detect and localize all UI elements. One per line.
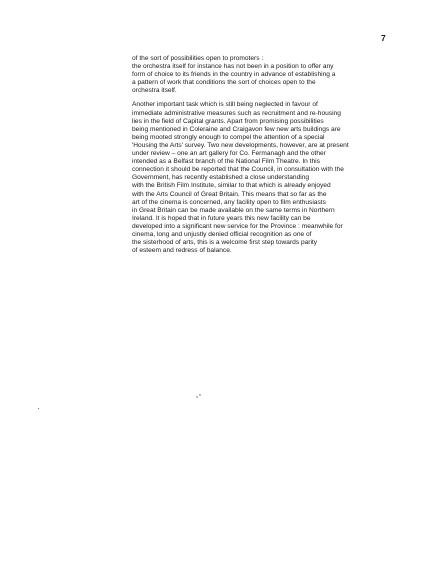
- text-line: 'Housing the Arts' survey. Two new developments, however, are at present: [132, 141, 349, 149]
- text-line: of esteem and redress of balance.: [132, 247, 232, 255]
- paragraph-2: [132, 101, 402, 255]
- text-line: with the Arts Council of Great Britain. This means that so far as the: [132, 190, 327, 198]
- scan-speck: [37, 407, 40, 410]
- text-line: Another important task which is still being neglected in favour of: [132, 101, 318, 109]
- text-line: immediate administrative measures such as recruitment and re-housing: [132, 109, 341, 117]
- text-line: developed into a significant new service for the Province : meanwhile for: [132, 222, 343, 230]
- text-line: a pattern of work that conditions the sort of choices open to the: [132, 79, 316, 87]
- text-line: connection it should be reported that the Council, in consultation with the: [132, 166, 344, 174]
- text-line: the orchestra itself for instance has not been in a position to offer any: [132, 63, 334, 71]
- page-number: 7: [381, 33, 386, 43]
- scan-speck: [196, 394, 202, 399]
- text-line: of the sort of possibilities open to promoters :: [132, 55, 264, 62]
- body-text: [132, 55, 402, 261]
- text-line: in Great Britain can be made available on the same terms in Northern: [132, 206, 335, 214]
- text-line: cinema, long and unjustly denied official recognition as one of: [132, 230, 312, 238]
- paragraph-1: [132, 55, 402, 95]
- text-line: with the British Film Institute, similar to that which is already enjoyed: [132, 182, 331, 190]
- text-line: the sisterhood of arts, this is a welcome first step towards parity: [132, 239, 318, 247]
- text-line: under review – one an art gallery for Co. Fermanagh and the other: [132, 150, 326, 158]
- text-line: being mentioned in Coleraine and Craigavon few new arts buildings are: [132, 125, 341, 133]
- text-line: art of the cinema is concerned, any facility open to film enthusiasts: [132, 198, 326, 206]
- text-line: intended as a Belfast branch of the National Film Theatre. In this: [132, 158, 320, 166]
- text-line: orchestra itself.: [132, 87, 177, 95]
- text-line: Ireland. It is hoped that in future years this new facility can be: [132, 214, 311, 222]
- text-line: lies in the field of Capital grants. Apart from promising possibilities: [132, 117, 324, 125]
- text-line: being mooted strongly enough to compel the attention of a special: [132, 133, 325, 141]
- text-line: form of choice to its friends in the country in advance of establishing a: [132, 71, 336, 79]
- text-line: Government, has recently established a close understanding: [132, 174, 310, 182]
